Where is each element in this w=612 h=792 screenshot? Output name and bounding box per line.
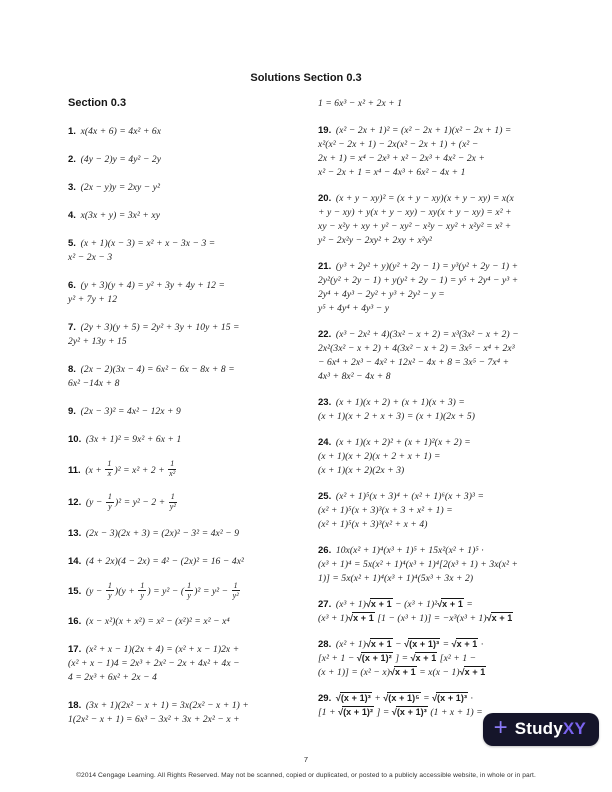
solution-math: (2x − y)y = 2xy − y²	[80, 183, 161, 193]
fraction: $\frac{1}{y}$	[140, 580, 145, 600]
problem-number: 13.	[68, 527, 82, 539]
solution-math: √(x + 1)³ + √(x + 1)⁵ = √(x + 1)³ · [1 + √(x + 1)² ] = √(x + 1)³ (1 + x + 1) =	[318, 693, 483, 718]
radical: √x + 1	[365, 599, 392, 609]
solution-item	[68, 279, 318, 307]
problem-number: 2.	[68, 154, 76, 165]
page-number: 7	[303, 755, 309, 764]
problem-number: 1.	[68, 126, 76, 137]
solution-math: (y + 3)(y + 4) = y² + 3y + 4y + 12 = y² + 7y + 12	[68, 281, 226, 305]
solution-math: (x + 1)(x + 2) + (x + 1)(x + 3) = (x + 1)(x + 2 + x + 3) = (x + 1)(2x + 5)	[318, 398, 476, 422]
problem-number: 7.	[68, 322, 76, 333]
problem-number: 12.	[68, 497, 82, 509]
solution-math: (x² − 2x + 1)² = (x² − 2x + 1)(x² − 2x + 1) = x²(x² − 2x + 1) − 2x(x² − 2x + 1) + (x² − 2x + 1) = x⁴ − 2x³ + x² − 2x³ + 4x² − 2x + x² − 2x + 1 = x⁴ − 4x³ + 6x² − 4x + 1	[318, 126, 512, 178]
solution-item	[68, 237, 318, 265]
solution-math: (2x − 2)(3x − 4) = 6x² − 6x − 8x + 8 = 6x² −14x + 8	[68, 365, 235, 389]
radical: √(x + 1)³	[404, 639, 440, 649]
fraction: $\frac{1}{x}$	[107, 459, 112, 479]
radical: √x + 1	[486, 613, 513, 623]
solution-item	[68, 181, 318, 195]
radical: √(x + 1)³	[335, 693, 371, 703]
radical: √(x + 1)⁵	[383, 693, 420, 703]
solution-item	[318, 436, 570, 478]
problem-number: 5.	[68, 238, 76, 249]
problem-number: 22.	[318, 329, 332, 340]
solution-math: x(3x + y) = 3x² + xy	[80, 211, 161, 221]
radical: √x + 1	[459, 667, 486, 677]
solution-math: 1 = 6x³ − x² + 2x + 1	[318, 99, 403, 109]
fraction: $\frac{1}{\text{y²}}$	[169, 491, 176, 512]
radical: √x + 1	[389, 667, 416, 677]
problem-number: 6.	[68, 280, 76, 291]
problem-number: 26.	[318, 545, 332, 556]
solution-math: (x + 1)(x − 3) = x² + x − 3x − 3 = x² − 2x − 3	[68, 239, 216, 263]
solution-math: (x + y − xy)² = (x + y − xy)(x + y − xy) = x(x + y − xy) + y(x + y − xy) − xy(x + y − xy) = x² + xy − x²y + xy + y² − xy² − x²y − xy² + x²y² = x² + y² − 2x²y − 2xy² + 2xy + x²y²	[318, 194, 514, 246]
solution-item	[68, 153, 318, 167]
solution-item	[68, 615, 318, 629]
solution-math: 10x(x² + 1)⁴(x³ + 1)⁵ + 15x²(x² + 1)⁵ · (x³ + 1)⁴ = 5x(x² + 1)⁴(x³ + 1)⁴[2(x³ + 1) + 3x(x² + 1)] = 5x(x² + 1)⁴(x³ + 1)⁴(5x³ + 3x + 2)	[318, 546, 519, 584]
logo-text-xy: XY	[562, 719, 586, 738]
solution-item	[68, 491, 318, 513]
solution-item	[68, 643, 318, 685]
fraction: $\frac{1}{\text{x²}}$	[169, 459, 176, 479]
radical: √x + 1	[451, 639, 478, 649]
solution-math: (x² + 1)⁵(x + 3)⁴ + (x² + 1)⁶(x + 3)³ = (x² + 1)⁵(x + 3)³(x + 3 + x² + 1) = (x² + 1)⁵(x + 3)³(x² + x + 4)	[318, 492, 484, 530]
solution-math: (x + 1)(x + 2)² + (x + 1)²(x + 2) = (x + 1)(x + 2)(x + 2 + x + 1) = (x + 1)(x + 2)(2x + 3)	[318, 438, 471, 476]
problem-number: 17.	[68, 644, 82, 656]
solution-item	[68, 405, 318, 419]
left-column	[68, 97, 318, 741]
page-title: Solutions Section 0.3	[250, 72, 362, 84]
solution-item	[68, 527, 318, 541]
solution-math: (2y + 3)(y + 5) = 2y² + 3y + 10y + 15 = 2y² + 13y + 15	[68, 323, 240, 347]
radical: √x + 1	[348, 613, 374, 623]
solution-math: (2x − 3)(2x + 3) = (2x)² − 3² = 4x² − 9	[85, 528, 240, 539]
problem-number: 3.	[68, 182, 76, 193]
plus-icon: +	[493, 714, 508, 741]
logo-text	[515, 719, 586, 739]
solution-math: (x + $\frac{1}{x}$ )² = x² + 2 + $\frac{1}{\text{x²}}$	[85, 459, 176, 479]
copyright-footer: ©2014 Cengage Learning. All Rights Reserved. May not be scanned, copied or duplicated, or posted to a publicly accessible website, in whole or in part.	[76, 772, 536, 779]
fraction: $\frac{1}{y}$	[107, 491, 113, 512]
radical: √(x + 1)³	[391, 707, 427, 717]
solution-item	[68, 209, 318, 223]
radical: √(x + 1)³	[432, 693, 468, 703]
solution-item	[68, 580, 318, 602]
solution-math: (y − $\frac{1}{y}$ )² = y² − 2 + $\frac{1}{\text{y²}}$	[85, 491, 176, 512]
problem-number: 27.	[318, 599, 332, 610]
problem-number: 15.	[68, 586, 82, 598]
studyxy-logo	[483, 713, 599, 746]
problem-number: 25.	[318, 491, 332, 502]
content-columns	[0, 97, 612, 741]
radical: √x + 1	[365, 639, 392, 649]
problem-number: 4.	[68, 210, 76, 221]
radical: √x + 1	[437, 599, 463, 609]
solution-math: (x − x²)(x + x²) = x² − (x²)² = x² − x⁴	[85, 617, 230, 628]
solution-math: (4 + 2x)(4 − 2x) = 4² − (2x)² = 16 − 4x²	[85, 556, 244, 567]
solution-item	[68, 363, 318, 391]
solution-item	[318, 328, 570, 384]
problem-number: 24.	[318, 437, 332, 448]
solution-math: (2x − 3)² = 4x² − 12x + 9	[80, 407, 181, 417]
radical: √x + 1	[410, 653, 437, 663]
solution-item	[318, 598, 570, 626]
problem-number: 16.	[68, 616, 82, 628]
solution-item	[68, 433, 318, 447]
fraction: $\frac{1}{\text{y²}}$	[232, 580, 239, 600]
solution-math: (x³ − 2x² + 4)(3x² − x + 2) = x³(3x² − x + 2) − 2x²(3x² − x + 2) + 4(3x² − x + 2) = 3x⁵ − x⁴ + 2x³ − 6x⁴ + 2x³ − 4x² + 12x² − 4x + 8 = 3x⁵ − 7x⁴ + 4x³ + 8x² − 4x + 8	[318, 330, 519, 382]
problem-number: 11.	[68, 464, 81, 476]
problem-number: 29.	[318, 693, 332, 704]
solution-item	[68, 699, 318, 727]
radical: √(x + 1)²	[338, 707, 374, 717]
solution-item	[318, 192, 570, 248]
solution-item-continuation	[318, 97, 570, 111]
problem-number: 20.	[318, 193, 332, 204]
solution-item	[318, 396, 570, 424]
right-solution-list	[318, 124, 570, 720]
problem-number: 21.	[318, 261, 332, 272]
solution-item	[318, 544, 570, 586]
problem-number: 9.	[68, 406, 76, 417]
solution-math: (3x + 1)(2x² − x + 1) = 3x(2x² − x + 1) + 1(2x² − x + 1) = 6x³ − 3x² + 3x + 2x² − x +	[68, 701, 249, 726]
problem-number: 19.	[318, 125, 332, 136]
solution-math: (4y − 2)y = 4y² − 2y	[80, 155, 162, 165]
solution-math: (x² + x − 1)(2x + 4) = (x² + x − 1)2x + (x² + x − 1)4 = 2x³ + 2x² − 2x + 4x² + 4x − 4 = 2x³ + 6x² + 2x − 4	[68, 645, 240, 684]
fraction: $\frac{1}{y}$	[107, 580, 113, 600]
solution-item	[318, 490, 570, 532]
solution-math: (x³ + 1)√x + 1 − (x³ + 1)²√x + 1 = (x³ + 1)√x + 1 [1 − (x³ + 1)] = −x³(x³ + 1)√x + 1	[318, 599, 513, 624]
problem-number: 23.	[318, 397, 332, 408]
solution-item	[68, 555, 318, 569]
fraction: $\frac{1}{y}$	[187, 580, 192, 600]
problem-number: 18.	[68, 700, 82, 712]
problem-number: 10.	[68, 434, 82, 445]
logo-text-study: Study	[514, 719, 563, 738]
solution-item	[318, 638, 570, 680]
solution-math: (3x + 1)² = 9x² + 6x + 1	[85, 435, 182, 445]
radical: √(x + 1)²	[356, 653, 392, 663]
solution-item	[318, 260, 570, 316]
problem-number: 28.	[318, 639, 332, 650]
solution-item	[68, 461, 318, 480]
left-solution-list	[68, 125, 318, 727]
solution-math: (y − $\frac{1}{y}$ )(y + $\frac{1}{y}$ ) = y² − ( $\frac{1}{y}$ )² = y² − $\frac{1}{\text{y²}}$	[85, 580, 239, 600]
section-heading: Section 0.3	[68, 97, 127, 109]
problem-number: 8.	[68, 364, 76, 375]
problem-number: 14.	[68, 555, 82, 567]
solution-math: x(4x + 6) = 4x² + 6x	[80, 127, 162, 137]
solution-item	[68, 125, 318, 139]
right-column	[318, 97, 570, 732]
solution-math: (x² + 1)√x + 1 − √(x + 1)³ = √x + 1 · [x² + 1 − √(x + 1)² ] = √x + 1 [x² + 1 − (x + 1)] = (x² − x)√x + 1 = x(x − 1)√x + 1	[318, 639, 486, 678]
solution-math: (y³ + 2y² + y)(y² + 2y − 1) = y³(y² + 2y − 1) + 2y²(y² + 2y − 1) + y(y² + 2y − 1) = y⁵ + 2y⁴ − y³ + 2y⁴ + 4y³ − 2y² + y³ + 2y² − y = y⁵ + 4y⁴ + 4y³ − y	[318, 262, 519, 314]
solution-item	[68, 321, 318, 349]
solution-item	[318, 124, 570, 180]
